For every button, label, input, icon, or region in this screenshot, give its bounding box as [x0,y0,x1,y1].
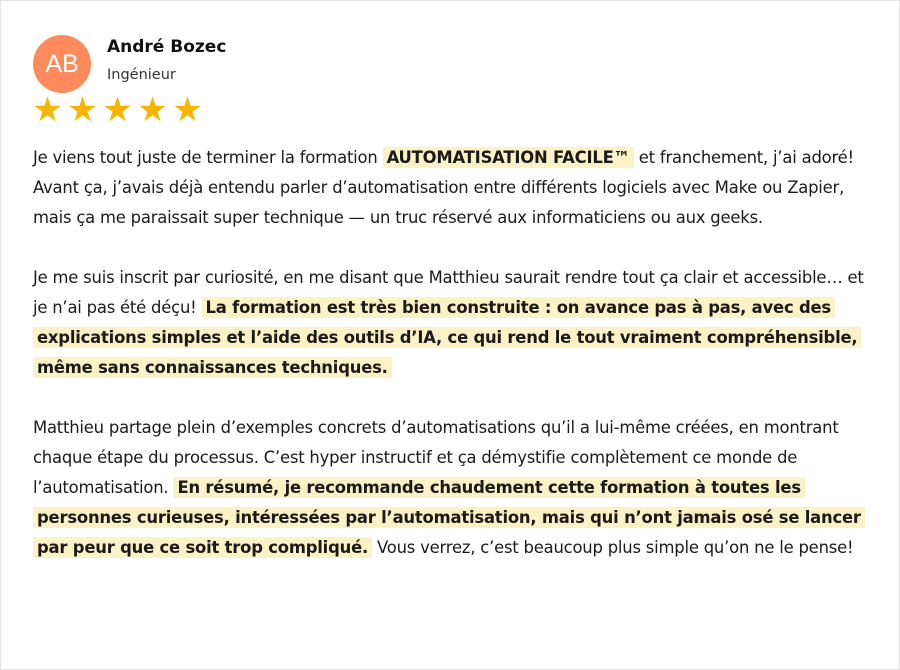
avatar [33,35,91,93]
review-text [33,143,878,593]
review-text-segment: Je viens tout juste de terminer la formation [33,148,383,167]
star-icon: ★ [137,90,168,130]
star-icon: ★ [172,90,203,130]
star-icon: ★ [67,90,98,130]
avatar-initials: AB [45,49,79,78]
review-text-segment: Matthieu partage plein d’exemples concrets d’automatisations qu’il a lui-même créées, en montrant chaque étape du processus. C’est hyper instructif et ça démystifie complètement ce monde de l’automatisation. [33,418,839,497]
review-text-segment: et franchement, j’ai adoré! Avant ça, j’avais déjà entendu parler d’automatisation entre différents logiciels avec Make ou Zapier, mais ça me paraissait super technique — un truc réservé aux informaticiens ou aux geeks. [33,148,854,227]
review-paragraph-1 [33,143,878,233]
highlighted-text: La formation est très bien construite : on avance pas à pas, avec des explications simples et l’aide des outils d’IA, ce qui rend le tout vraiment compréhensible, même sans connaissances techniques. [33,297,861,378]
review-text-segment: Je me suis inscrit par curiosité, en me disant que Matthieu saurait rendre tout ça clair et accessible… et je n’ai pas été déçu! [33,268,864,317]
highlighted-text: En résumé, je recommande chaudement cette formation à toutes les personnes curieuses, intéressées par l’automatisation, mais qui n’ont jamais osé se lancer par peur que ce soit trop compliqué. [33,477,865,558]
author-role: Ingénieur [107,67,176,83]
review-paragraph-2 [33,263,878,383]
author-name: André Bozec [107,37,227,57]
review-paragraph-3 [33,413,878,563]
highlighted-text: AUTOMATISATION FACILE™ [383,147,634,168]
review-text-segment: Vous verrez, c’est beaucoup plus simple qu’on ne le pense! [372,538,854,557]
star-icon: ★ [102,90,133,130]
star-icon: ★ [32,90,63,130]
star-rating [30,91,205,129]
